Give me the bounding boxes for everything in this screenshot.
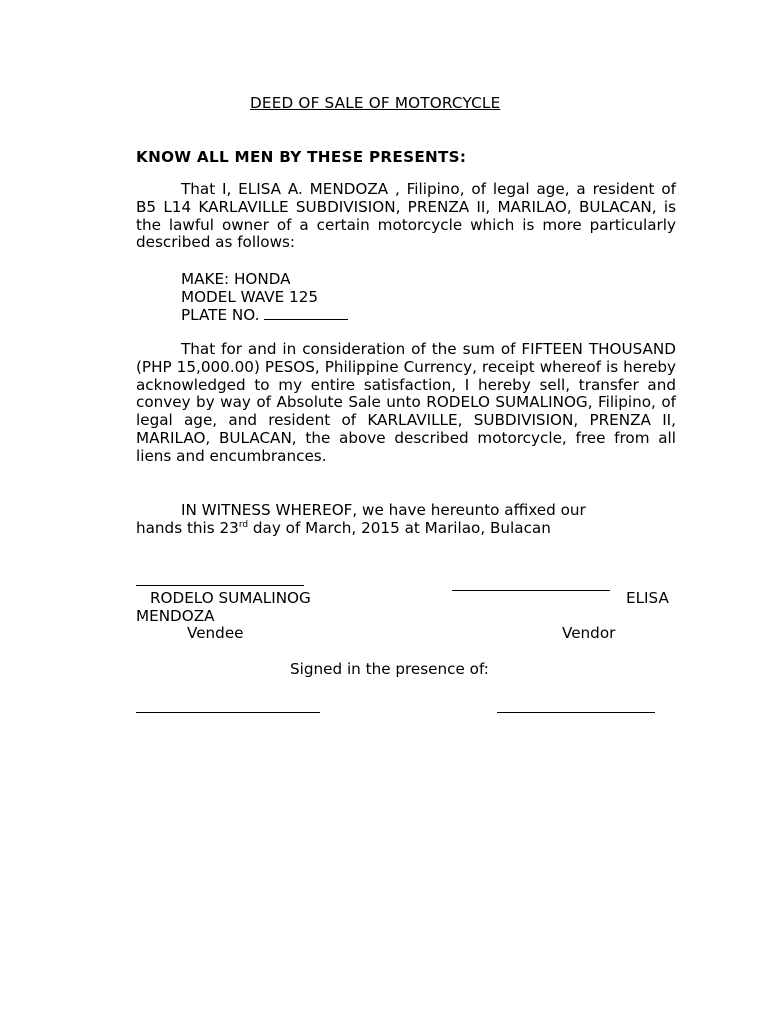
presence-line: Signed in the presence of: [290,660,489,678]
vendor-last-name: MENDOZA [136,607,215,625]
vendor-label: Vendor [562,624,616,642]
vendee-signature-line [136,585,304,586]
vendor-first-name: ELISA [626,589,669,607]
witness-date-sup: rd [238,519,249,530]
witness-2-signature-line [497,712,655,713]
witness-line-2 [136,519,551,537]
witness-date-b: day of March, 2015 at Marilao, Bulacan [248,519,551,537]
make-line: MAKE: HONDA [181,270,291,288]
vendee-name: RODELO SUMALINOG [150,589,311,607]
model-line: MODEL WAVE 125 [181,288,319,306]
vendee-label: Vendee [187,624,244,642]
owner-paragraph [136,181,676,252]
witness-line-1: IN WITNESS WHEREOF, we have hereunto affixed our [181,501,586,519]
owner-paragraph-text: That I, ELISA A. MENDOZA , Filipino, of legal age, a resident of B5 L14 KARLAVILLE SUBDIVISION, PRENZA II, MARILAO, BULACAN, is the lawful owner of a certain motorcycle which is more particularly described as follows: [136,180,676,252]
plate-blank [264,306,348,320]
document-title: DEED OF SALE OF MOTORCYCLE [250,94,501,112]
witness-date-a: hands this 23 [136,519,239,537]
document-heading: KNOW ALL MEN BY THESE PRESENTS: [136,148,467,166]
vendor-signature-line [452,590,610,591]
witness-1-signature-line [136,712,320,713]
plate-line [181,306,348,324]
consideration-paragraph-text: That for and in consideration of the sum of FIFTEEN THOUSAND (PHP 15,000.00) PESOS, Philippine Currency, receipt whereof is hereby acknowledged to my entire satisfaction, I hereby sell, transfer and convey by way of Absolute Sale unto RODELO SUMALINOG, Filipino, of legal age, and resident of KARLAVILLE, SUBDIVISION, PRENZA II, MARILAO, BULACAN, the above described motorcycle, free from all liens and encumbrances. [136,340,676,465]
plate-label: PLATE NO. [181,306,260,324]
consideration-paragraph [136,341,676,466]
